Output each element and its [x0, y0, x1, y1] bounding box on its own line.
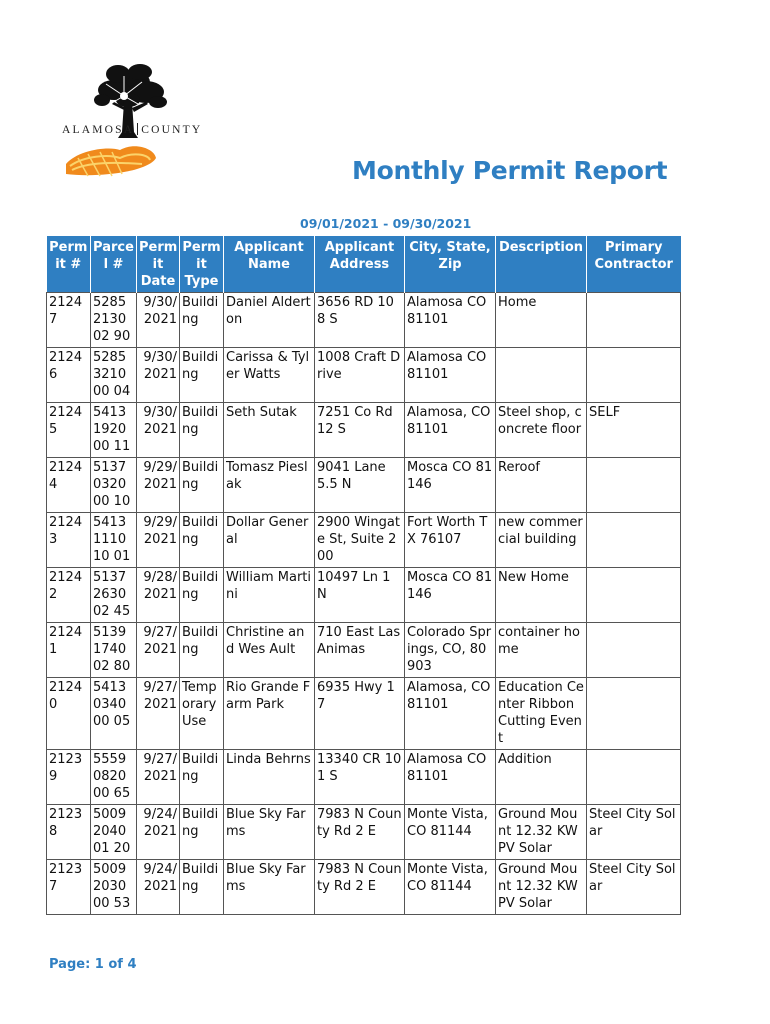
- table-row: [47, 568, 681, 623]
- cell-description: Steel shop, concrete floor: [496, 403, 587, 458]
- cell-permit-date: 9/28/ 2021: [137, 568, 180, 623]
- cell-permit-type: Buildi ng: [180, 348, 224, 403]
- cell-applicant-address: 7983 N County Rd 2 E: [315, 860, 405, 915]
- cell-applicant-name: Rio Grande Farm Park: [224, 678, 315, 750]
- permit-table: [46, 236, 681, 915]
- cell-city-state-zip: Alamosa, CO 81101: [405, 678, 496, 750]
- cell-parcel-number: 5413034000 05: [91, 678, 137, 750]
- cell-permit-date: 9/24/ 2021: [137, 805, 180, 860]
- cell-primary-contractor: [587, 513, 681, 568]
- cell-primary-contractor: [587, 678, 681, 750]
- cell-permit-date: 9/30/ 2021: [137, 293, 180, 348]
- cell-permit-type: Buildi ng: [180, 568, 224, 623]
- column-header-applicant-address: Applicant Address: [315, 236, 405, 293]
- cell-permit-number: 21242: [47, 568, 91, 623]
- cell-permit-number: 21243: [47, 513, 91, 568]
- cell-permit-number: 21241: [47, 623, 91, 678]
- cell-permit-type: Buildi ng: [180, 403, 224, 458]
- cell-primary-contractor: Steel City Solar: [587, 805, 681, 860]
- cell-description: Ground Mount 12.32 KW PV Solar: [496, 805, 587, 860]
- cell-permit-date: 9/29/ 2021: [137, 513, 180, 568]
- cell-permit-number: 21237: [47, 860, 91, 915]
- cell-primary-contractor: SELF: [587, 403, 681, 458]
- cell-city-state-zip: Mosca CO 81146: [405, 568, 496, 623]
- cell-applicant-address: 710 East Las Animas: [315, 623, 405, 678]
- cell-city-state-zip: Monte Vista, CO 81144: [405, 805, 496, 860]
- cell-parcel-number: 5137032000 10: [91, 458, 137, 513]
- cell-permit-date: 9/27/ 2021: [137, 750, 180, 805]
- cell-primary-contractor: [587, 623, 681, 678]
- cell-permit-number: 21245: [47, 403, 91, 458]
- cell-applicant-name: William Martini: [224, 568, 315, 623]
- cell-primary-contractor: [587, 458, 681, 513]
- cell-applicant-name: Dollar General: [224, 513, 315, 568]
- cell-applicant-address: 1008 Craft Drive: [315, 348, 405, 403]
- cell-permit-number: 21246: [47, 348, 91, 403]
- cell-permit-date: 9/30/ 2021: [137, 403, 180, 458]
- column-header-permit-type: Perm it Type: [180, 236, 224, 293]
- cell-permit-number: 21244: [47, 458, 91, 513]
- page-indicator: Page: 1 of 4: [49, 957, 137, 972]
- cell-description: container home: [496, 623, 587, 678]
- cell-applicant-address: 3656 RD 108 S: [315, 293, 405, 348]
- table-row: [47, 750, 681, 805]
- cell-applicant-name: Blue Sky Farms: [224, 860, 315, 915]
- cell-applicant-name: Seth Sutak: [224, 403, 315, 458]
- cell-primary-contractor: [587, 293, 681, 348]
- cell-city-state-zip: Alamosa CO 81101: [405, 293, 496, 348]
- logo-wordmark: [62, 123, 202, 136]
- cell-applicant-name: Carissa & Tyler Watts: [224, 348, 315, 403]
- cell-permit-type: Buildi ng: [180, 293, 224, 348]
- column-header-primary-contractor: Primary Contractor: [587, 236, 681, 293]
- cell-applicant-name: Tomasz Pieslak: [224, 458, 315, 513]
- cell-applicant-name: Daniel Alderton: [224, 293, 315, 348]
- table-row: [47, 623, 681, 678]
- column-header-permit-date: Perm it Date: [137, 236, 180, 293]
- table-row: [47, 805, 681, 860]
- cell-applicant-name: Christine and Wes Ault: [224, 623, 315, 678]
- cell-parcel-number: 5285321000 04: [91, 348, 137, 403]
- table-row: [47, 348, 681, 403]
- report-date-range: 09/01/2021 - 09/30/2021: [300, 216, 472, 231]
- cell-applicant-address: 9041 Lane 5.5 N: [315, 458, 405, 513]
- column-header-description: Description: [496, 236, 587, 293]
- cell-applicant-address: 13340 CR 101 S: [315, 750, 405, 805]
- cell-description: New Home: [496, 568, 587, 623]
- cell-permit-number: 21240: [47, 678, 91, 750]
- cell-permit-date: 9/24/ 2021: [137, 860, 180, 915]
- table-row: [47, 458, 681, 513]
- cell-primary-contractor: [587, 348, 681, 403]
- cell-description: new commercial building: [496, 513, 587, 568]
- cell-city-state-zip: Colorado Springs, CO, 80903: [405, 623, 496, 678]
- cell-description: Home: [496, 293, 587, 348]
- cell-permit-number: 21239: [47, 750, 91, 805]
- cell-applicant-name: Blue Sky Farms: [224, 805, 315, 860]
- cell-applicant-name: Linda Behrns: [224, 750, 315, 805]
- table-row: [47, 403, 681, 458]
- cell-applicant-address: 7983 N County Rd 2 E: [315, 805, 405, 860]
- cell-applicant-address: 6935 Hwy 17: [315, 678, 405, 750]
- cell-permit-date: 9/27/ 2021: [137, 623, 180, 678]
- page-title: Monthly Permit Report: [352, 156, 668, 185]
- cell-city-state-zip: Alamosa CO 81101: [405, 750, 496, 805]
- cell-permit-type: Buildi ng: [180, 513, 224, 568]
- column-header-applicant-name: Applicant Name: [224, 236, 315, 293]
- table-row: [47, 678, 681, 750]
- cell-parcel-number: 5285213002 90: [91, 293, 137, 348]
- cell-description: Addition: [496, 750, 587, 805]
- cell-parcel-number: 5009203000 53: [91, 860, 137, 915]
- cell-parcel-number: 5137263002 45: [91, 568, 137, 623]
- table-row: [47, 860, 681, 915]
- cell-permit-type: Temp orary Use: [180, 678, 224, 750]
- cell-permit-type: Buildi ng: [180, 750, 224, 805]
- cell-permit-number: 21247: [47, 293, 91, 348]
- cell-description: Reroof: [496, 458, 587, 513]
- cell-description: Ground Mount 12.32 KW PV Solar: [496, 860, 587, 915]
- cell-permit-number: 21238: [47, 805, 91, 860]
- cell-primary-contractor: [587, 568, 681, 623]
- cell-permit-date: 9/27/ 2021: [137, 678, 180, 750]
- cell-primary-contractor: Steel City Solar: [587, 860, 681, 915]
- cell-description: Education Center Ribbon Cutting Event: [496, 678, 587, 750]
- cell-city-state-zip: Monte Vista, CO 81144: [405, 860, 496, 915]
- cell-applicant-address: 2900 Wingate St, Suite 200: [315, 513, 405, 568]
- cell-permit-date: 9/29/ 2021: [137, 458, 180, 513]
- tree-icon: [58, 54, 198, 186]
- table-row: [47, 293, 681, 348]
- table-row: [47, 513, 681, 568]
- cell-city-state-zip: Mosca CO 81146: [405, 458, 496, 513]
- logo-word-county: COUNTY: [141, 124, 203, 136]
- cell-parcel-number: 5559082000 65: [91, 750, 137, 805]
- cell-permit-type: Buildi ng: [180, 860, 224, 915]
- cell-city-state-zip: Alamosa CO 81101: [405, 348, 496, 403]
- column-header-parcel-number: Parce l #: [91, 236, 137, 293]
- table-header-row: [47, 236, 681, 293]
- cell-parcel-number: 5139174002 80: [91, 623, 137, 678]
- cell-parcel-number: 5413111010 01: [91, 513, 137, 568]
- cell-applicant-address: 7251 Co Rd 12 S: [315, 403, 405, 458]
- cell-parcel-number: 5009204001 20: [91, 805, 137, 860]
- cell-permit-type: Buildi ng: [180, 805, 224, 860]
- cell-city-state-zip: Alamosa, CO 81101: [405, 403, 496, 458]
- cell-city-state-zip: Fort Worth TX 76107: [405, 513, 496, 568]
- column-header-permit-number: Perm it #: [47, 236, 91, 293]
- cell-parcel-number: 5413192000 11: [91, 403, 137, 458]
- alamosa-county-logo: [58, 54, 203, 186]
- cell-applicant-address: 10497 Ln 1 N: [315, 568, 405, 623]
- cell-description: [496, 348, 587, 403]
- column-header-city-state-zip: City, State, Zip: [405, 236, 496, 293]
- cell-primary-contractor: [587, 750, 681, 805]
- cell-permit-type: Buildi ng: [180, 458, 224, 513]
- cell-permit-date: 9/30/ 2021: [137, 348, 180, 403]
- logo-word-alamosa: ALAMOSA: [62, 124, 135, 136]
- cell-permit-type: Buildi ng: [180, 623, 224, 678]
